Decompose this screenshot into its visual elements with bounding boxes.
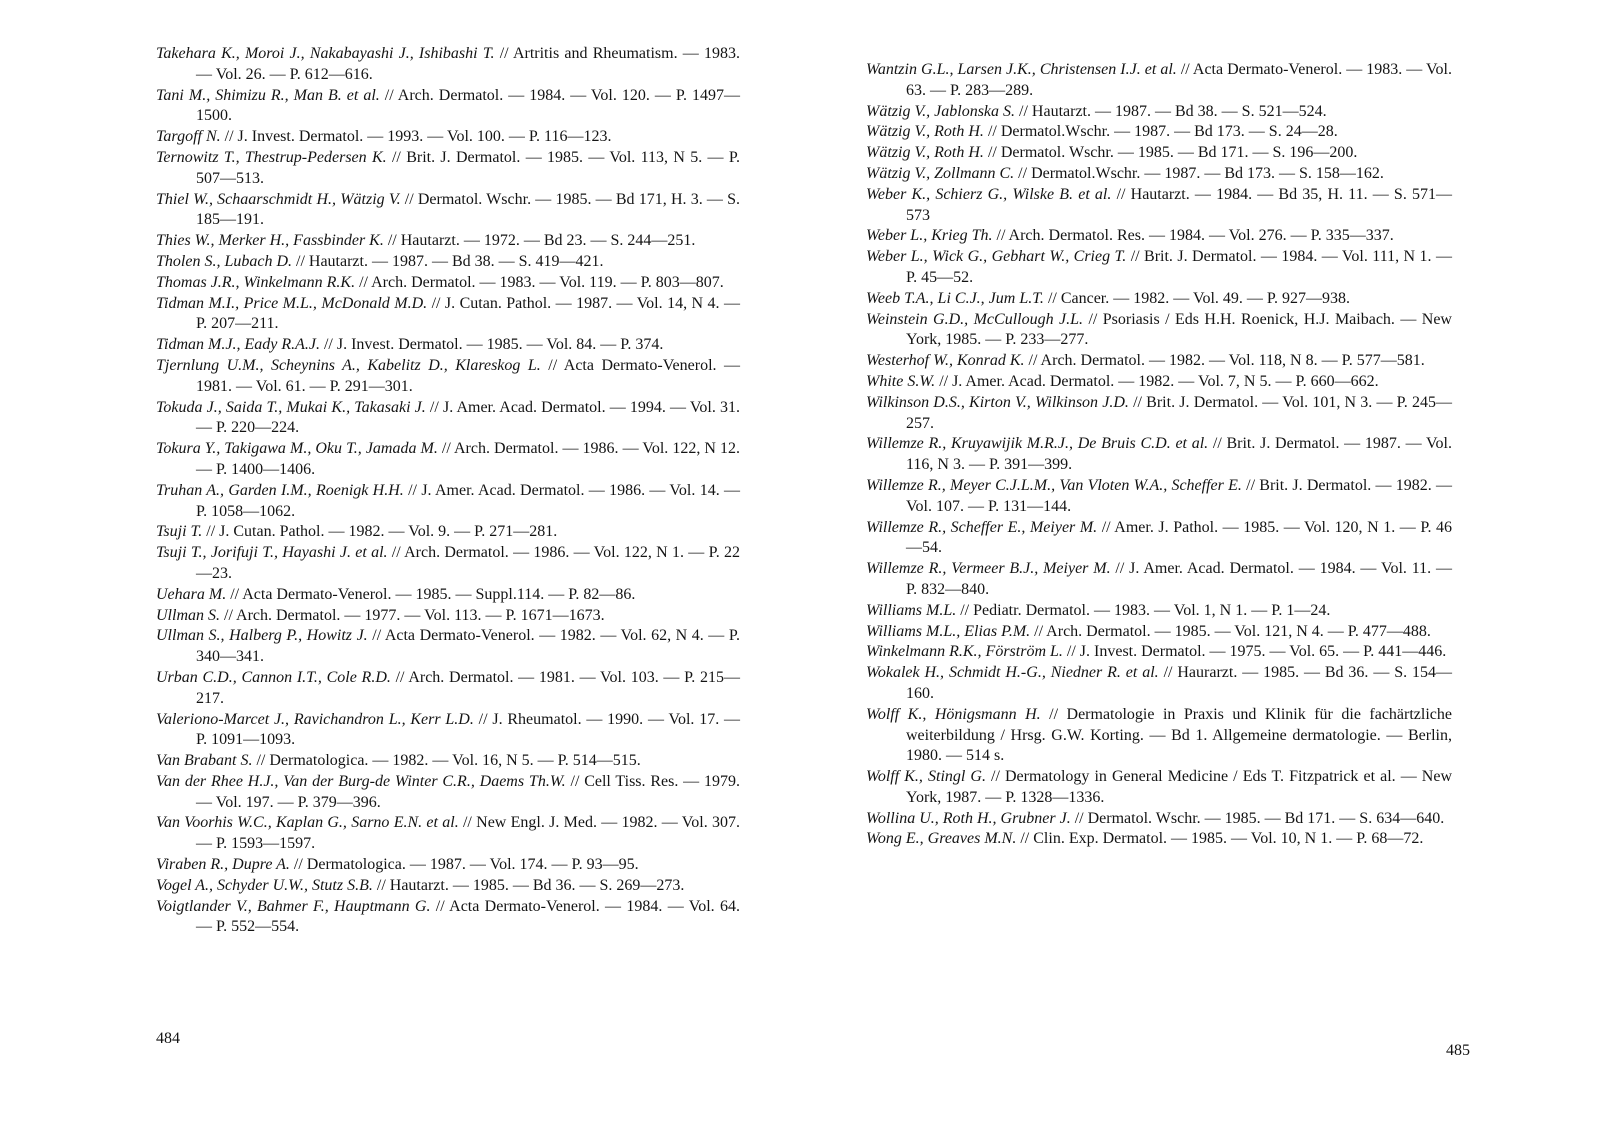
reference-entry — [156, 190, 740, 232]
reference-entry — [866, 185, 1452, 227]
reference-entry — [156, 86, 740, 128]
reference-authors: Urban C.D., Cannon I.T., Cole R.D. — [156, 668, 391, 686]
reference-entry — [156, 876, 740, 897]
reference-citation: // Arch. Dermatol. — 1986. — Vol. 122, N 1. — P. 22—23. — [196, 544, 740, 582]
reference-entry — [156, 522, 740, 543]
reference-authors: Van Brabant S. — [156, 752, 253, 770]
reference-citation: // Dermatologica. — 1987. — Vol. 174. — P. 93—95. — [289, 856, 639, 874]
reference-citation: // Dermatologie in Praxis und Klinik für die fachärtzliche weiterbildung / Hrsg. G.W. Korting. — Bd 1. Allgemeine dermatologie. — Berlin, 1980. — 514 s. — [906, 705, 1453, 765]
reference-entry — [156, 44, 740, 86]
reference-citation: // Acta Dermato-Venerol. — 1981. — Vol. 61. — P. 291—301. — [196, 356, 740, 395]
reference-citation: // Brit. J. Dermatol. — 1987. — Vol. 116, N 3. — P. 391—399. — [906, 435, 1452, 474]
reference-entry — [866, 476, 1452, 518]
reference-citation: // Hautarzt. — 1984. — Bd 35, H. 11. — S. 571—573 — [906, 185, 1453, 224]
reference-entry — [866, 102, 1452, 123]
reference-authors: Tidman M.J., Eady R.A.J. — [156, 336, 320, 354]
reference-entry — [866, 393, 1452, 435]
reference-citation: // Cell Tiss. Res. — 1979. — Vol. 197. — P. 379—396. — [196, 772, 740, 811]
reference-entry — [156, 273, 740, 294]
reference-list-left — [156, 44, 740, 938]
reference-entry — [156, 626, 740, 668]
reference-authors: Wolff K., Hönigsmann H. — [866, 705, 1041, 723]
reference-authors: Tholen S., Lubach D. — [156, 252, 292, 270]
reference-entry — [156, 543, 740, 585]
reference-citation: // Dermatol.Wschr. — 1987. — Bd 173. — S. 158—162. — [1014, 164, 1384, 182]
reference-citation: // Arch. Dermatol. — 1981. — Vol. 103. — P. 215—217. — [196, 668, 741, 707]
reference-entry — [866, 622, 1452, 643]
reference-authors: Tokura Y., Takigawa M., Oku T., Jamada M. — [156, 440, 438, 458]
reference-authors: Van Voorhis W.C., Kaplan G., Sarno E.N. et al. — [156, 814, 459, 832]
reference-entry — [866, 289, 1452, 310]
reference-entry — [156, 335, 740, 356]
reference-citation: // J. Amer. Acad. Dermatol. — 1986. — Vol. 14. — P. 1058—1062. — [196, 481, 741, 520]
reference-entry — [156, 356, 740, 398]
reference-entry — [156, 294, 740, 336]
reference-citation: // Clin. Exp. Dermatol. — 1985. — Vol. 10, N 1. — P. 68—72. — [1016, 830, 1424, 848]
reference-entry — [866, 809, 1452, 830]
reference-citation: // Arch. Dermatol. — 1977. — Vol. 113. — P. 1671—1673. — [220, 606, 605, 624]
reference-entry — [866, 310, 1452, 352]
page-number-right: 485 — [1446, 1042, 1470, 1059]
reference-citation: // Haurarzt. — 1985. — Bd 36. — S. 154—160. — [906, 664, 1452, 702]
reference-authors: Weeb T.A., Li C.J., Jum L.T. — [866, 289, 1044, 307]
reference-citation: // New Engl. J. Med. — 1982. — Vol. 307. — P. 1593—1597. — [196, 814, 740, 853]
reference-citation: // Arch. Dermatol. — 1983. — Vol. 119. — P. 803—807. — [355, 273, 724, 291]
reference-authors: Wantzin G.L., Larsen J.K., Christensen I.J. et al. — [866, 61, 1177, 78]
left-page — [0, 0, 800, 1132]
reference-citation: // Dermatol. Wschr. — 1985. — Bd 171. — S. 634—640. — [1070, 809, 1445, 827]
reference-entry — [866, 601, 1452, 622]
reference-entry — [156, 668, 740, 710]
reference-authors: Willemze R., Kruyawijik M.R.J., De Bruis C.D. et al. — [866, 435, 1209, 453]
reference-citation: // J. Rheumatol. — 1990. — Vol. 17. — P. 1091—1093. — [196, 710, 741, 749]
reference-entry — [156, 231, 740, 252]
reference-citation: // Arch. Dermatol. — 1982. — Vol. 118, N 8. — P. 577—581. — [1024, 352, 1425, 370]
reference-entry — [866, 767, 1452, 809]
reference-entry — [866, 434, 1452, 476]
reference-list-right — [866, 60, 1452, 850]
reference-entry — [866, 60, 1452, 102]
reference-citation: // Hautarzt. — 1987. — Bd 38. — S. 521—524. — [1015, 102, 1327, 120]
reference-citation: // Hautarzt. — 1987. — Bd 38. — S. 419—421. — [292, 252, 604, 270]
reference-authors: Ullman S., Halberg P., Howitz J. — [156, 627, 368, 645]
reference-citation: // Brit. J. Dermatol. — 1982. — Vol. 107. — P. 131—144. — [906, 476, 1452, 515]
reference-authors: Wätzig V., Roth H. — [866, 123, 984, 141]
reference-authors: Wolff K., Stingl G. — [866, 768, 986, 786]
reference-citation: // Cancer. — 1982. — Vol. 49. — P. 927—938. — [1043, 289, 1351, 307]
reference-citation: // Pediatr. Dermatol. — 1983. — Vol. 1, N 1. — P. 1—24. — [956, 601, 1331, 619]
reference-entry — [156, 585, 740, 606]
reference-citation: // J. Amer. Acad. Dermatol. — 1994. — Vol. 31. — P. 220—224. — [196, 398, 740, 437]
reference-citation: // Hautarzt. — 1985. — Bd 36. — S. 269—273. — [372, 876, 685, 894]
reference-citation: // J. Cutan. Pathol. — 1982. — Vol. 9. — P. 271—281. — [202, 523, 558, 541]
reference-citation: // Arch. Dermatol. Res. — 1984. — Vol. 276. — P. 335—337. — [992, 227, 1394, 245]
reference-entry — [156, 772, 740, 814]
reference-entry — [156, 481, 740, 523]
reference-authors: Wätzig V., Jablonska S. — [866, 102, 1016, 120]
reference-entry — [156, 606, 740, 627]
reference-citation: // Dermatol.Wschr. — 1987. — Bd 173. — S. 24—28. — [983, 123, 1338, 141]
right-page — [800, 0, 1601, 1132]
reference-authors: Ullman S. — [156, 606, 220, 624]
reference-authors: Weber L., Krieg Th. — [866, 227, 993, 245]
reference-citation: // Dermatologica. — 1982. — Vol. 16, N 5. — P. 514—515. — [252, 752, 641, 770]
reference-authors: Viraben R., Dupre A. — [156, 856, 290, 874]
reference-entry — [866, 164, 1452, 185]
reference-authors: Winkelmann R.K., Förström L. — [866, 643, 1063, 661]
reference-citation: // Arch. Dermatol. — 1984. — Vol. 120. — P. 1497—1500. — [196, 86, 741, 125]
reference-authors: Voigtlander V., Bahmer F., Hauptmann G. — [156, 897, 431, 915]
reference-entry — [866, 829, 1452, 850]
reference-entry — [866, 122, 1452, 143]
page-number-left: 484 — [156, 1030, 180, 1047]
reference-entry — [866, 226, 1452, 247]
reference-authors: Weber K., Schierz G., Wilske B. et al. — [866, 185, 1112, 203]
reference-authors: Willemze R., Vermeer B.J., Meiyer M. — [866, 560, 1111, 578]
reference-entry — [156, 855, 740, 876]
reference-citation: // Dermatol. Wschr. — 1985. — Bd 171, H. 3. — S. 185—191. — [196, 190, 741, 229]
reference-authors: Tani M., Shimizu R., Man B. et al. — [156, 86, 380, 104]
reference-citation: // Dermatology in General Medicine / Eds T. Fitzpatrick et al. — New York, 1987. — P. 1328—1336. — [906, 768, 1453, 806]
reference-citation: // J. Invest. Dermatol. — 1975. — Vol. 65. — P. 441—446. — [1062, 643, 1447, 661]
reference-entry — [156, 751, 740, 772]
reference-citation: // J. Amer. Acad. Dermatol. — 1982. — Vol. 7, N 5. — P. 660—662. — [935, 372, 1379, 390]
reference-citation: // Brit. J. Dermatol. — Vol. 101, N 3. — P. 245—257. — [906, 393, 1452, 432]
reference-citation: // Acta Dermato-Venerol. — 1984. — Vol. 64. — P. 552—554. — [196, 897, 741, 936]
reference-authors: Ternowitz T., Thestrup-Pedersen K. — [156, 148, 387, 166]
reference-entry — [866, 705, 1452, 767]
reference-authors: Thies W., Merker H., Fassbinder K. — [156, 232, 384, 250]
reference-authors: Tsuji T. — [156, 523, 203, 541]
reference-authors: Valeriono-Marcet J., Ravichandron L., Kerr L.D. — [156, 710, 474, 728]
reference-authors: Tjernlung U.M., Scheynins A., Kabelitz D., Klareskog L. — [156, 356, 541, 374]
reference-citation: // Brit. J. Dermatol. — 1985. — Vol. 113, N 5. — P. 507—513. — [196, 148, 740, 187]
reference-authors: Wokalek H., Schmidt H.-G., Niedner R. et al. — [866, 664, 1159, 682]
reference-authors: Williams M.L. — [866, 601, 957, 619]
reference-citation: // Psoriasis / Eds H.H. Roenick, H.J. Maibach. — New York, 1985. — P. 233—277. — [906, 310, 1452, 349]
reference-authors: Vogel A., Schyder U.W., Stutz S.B. — [156, 876, 373, 894]
reference-entry — [156, 710, 740, 752]
reference-authors: Willemze R., Meyer C.J.L.M., Van Vloten W.A., Scheffer E. — [866, 476, 1242, 494]
reference-citation: // Arch. Dermatol. — 1986. — Vol. 122, N 12. — P. 1400—1406. — [196, 440, 740, 478]
reference-entry — [156, 439, 740, 481]
reference-citation: // Acta Dermato-Venerol. — 1982. — Vol. 62, N 4. — P. 340—341. — [196, 627, 740, 666]
reference-entry — [156, 813, 740, 855]
reference-authors: White S.W. — [866, 372, 936, 390]
reference-citation: // J. Amer. Acad. Dermatol. — 1984. — Vol. 11. — P. 832—840. — [906, 560, 1452, 598]
reference-entry — [866, 642, 1452, 663]
reference-citation: // Amer. J. Pathol. — 1985. — Vol. 120, N 1. — P. 46—54. — [906, 518, 1453, 557]
reference-entry — [156, 252, 740, 273]
reference-entry — [866, 372, 1452, 393]
reference-entry — [866, 351, 1452, 372]
reference-entry — [866, 518, 1452, 560]
reference-authors: Van der Rhee H.J., Van der Burg-de Winter C.R., Daems Th.W. — [156, 772, 566, 790]
reference-authors: Wong E., Greaves M.N. — [866, 830, 1017, 848]
reference-authors: Tidman M.I., Price M.L., McDonald M.D. — [156, 294, 428, 312]
reference-entry — [866, 559, 1452, 601]
reference-entry — [866, 247, 1452, 289]
reference-authors: Truhan A., Garden I.M., Roenigk H.H. — [156, 481, 404, 499]
reference-authors: Uehara M. — [156, 585, 227, 603]
reference-authors: Thomas J.R., Winkelmann R.K. — [156, 273, 356, 291]
reference-authors: Takehara K., Moroi J., Nakabayashi J., Ishibashi T. — [156, 45, 495, 62]
reference-citation: // Arch. Dermatol. — 1985. — Vol. 121, N 4. — P. 477—488. — [1030, 622, 1431, 640]
reference-entry — [156, 127, 740, 148]
reference-authors: Wilkinson D.S., Kirton V., Wilkinson J.D. — [866, 393, 1129, 411]
reference-entry — [156, 398, 740, 440]
reference-authors: Weber L., Wick G., Gebhart W., Crieg T. — [866, 248, 1127, 266]
reference-citation: // Artritis and Rheumatism. — 1983. — Vol. 26. — P. 612—616. — [196, 45, 740, 83]
reference-citation: // J. Invest. Dermatol. — 1985. — Vol. 84. — P. 374. — [319, 336, 664, 354]
reference-authors: Tsuji T., Jorifuji T., Hayashi J. et al. — [156, 544, 388, 562]
reference-citation: // Brit. J. Dermatol. — 1984. — Vol. 111, N 1. — P. 45—52. — [906, 248, 1452, 286]
reference-entry — [156, 897, 740, 939]
reference-authors: Wätzig V., Roth H. — [866, 144, 984, 162]
reference-entry — [866, 143, 1452, 164]
reference-entry — [866, 663, 1452, 705]
reference-citation: // J. Cutan. Pathol. — 1987. — Vol. 14, N 4. — P. 207—211. — [196, 294, 740, 333]
reference-authors: Wätzig V., Zollmann C. — [866, 164, 1015, 182]
reference-authors: Targoff N. — [156, 128, 221, 146]
reference-citation: // Acta Dermato-Venerol. — 1985. — Suppl.114. — P. 82—86. — [226, 585, 636, 603]
reference-authors: Wollina U., Roth H., Grubner J. — [866, 809, 1071, 827]
reference-authors: Tokuda J., Saida T., Mukai K., Takasaki J. — [156, 398, 426, 416]
reference-authors: Westerhof W., Konrad K. — [866, 352, 1025, 370]
reference-authors: Weinstein G.D., McCullough J.L. — [866, 310, 1084, 328]
reference-citation: // Dermatol. Wschr. — 1985. — Bd 171. — S. 196—200. — [983, 144, 1358, 162]
reference-authors: Thiel W., Schaarschmidt H., Wätzig V. — [156, 190, 401, 208]
reference-authors: Williams M.L., Elias P.M. — [866, 622, 1031, 640]
reference-citation: // J. Invest. Dermatol. — 1993. — Vol. 100. — P. 116—123. — [220, 128, 612, 146]
reference-citation: // Acta Dermato-Venerol. — 1983. — Vol. 63. — P. 283—289. — [906, 61, 1452, 99]
reference-authors: Willemze R., Scheffer E., Meiyer M. — [866, 518, 1098, 536]
reference-citation: // Hautarzt. — 1972. — Bd 23. — S. 244—251. — [383, 232, 696, 250]
reference-entry — [156, 148, 740, 190]
